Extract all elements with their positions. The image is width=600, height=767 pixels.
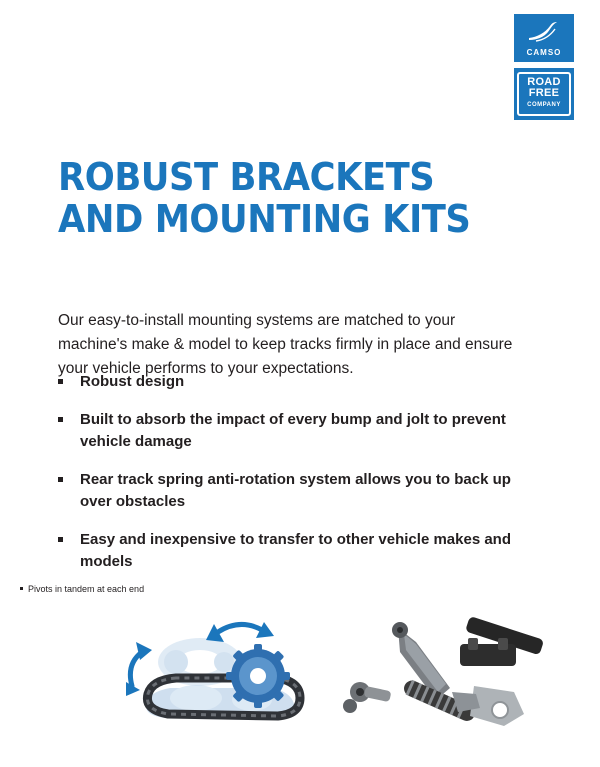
- bullet-square-icon: [58, 417, 63, 422]
- camso-wordmark: CAMSO: [526, 48, 562, 57]
- feature-bullet-list: [58, 371, 528, 589]
- brand-logo-block: [514, 14, 574, 120]
- camso-swoosh-icon: [527, 20, 561, 42]
- list-item: [58, 529, 528, 573]
- road-free-line1: ROAD: [527, 76, 561, 88]
- list-item: [58, 409, 528, 453]
- list-item-label: Built to absorb the impact of every bump and jolt to prevent vehicle damage: [80, 411, 506, 450]
- sprocket-wheel-icon: [226, 644, 290, 708]
- footnote-label: Pivots in tandem at each end: [28, 584, 145, 594]
- list-item-label: Robust design: [80, 373, 185, 390]
- footnote-bullet-icon: [20, 587, 23, 590]
- page-title-line-2: AND MOUNTING KITS: [58, 197, 471, 242]
- footnote: [20, 583, 144, 595]
- mounting-bracket-hardware-photo: [343, 616, 544, 726]
- clevis-bolt-part: [343, 682, 391, 713]
- bullet-square-icon: [58, 477, 63, 482]
- bracket-bar-part: [460, 616, 544, 666]
- list-item-label: Rear track spring anti-rotation system allows you to back up over obstacles: [80, 471, 511, 510]
- road-free-line3: COMPANY: [527, 102, 561, 108]
- product-illustration-group: [0, 600, 600, 750]
- road-free-line2: FREE: [528, 87, 560, 99]
- page-title: [58, 156, 504, 240]
- bullet-square-icon: [58, 379, 63, 384]
- page-title-line-1: ROBUST BRACKETS: [58, 155, 435, 200]
- track-and-sprocket-diagram: [126, 622, 300, 718]
- road-free-company-logo: [514, 68, 574, 120]
- bullet-square-icon: [58, 537, 63, 542]
- list-item: [58, 371, 528, 393]
- intro-paragraph: Our easy-to-install mounting systems are matched to your machine's make & model to keep tracks firmly in place and ensure your vehicle performs to your expectations.: [58, 311, 513, 377]
- list-item-label: Easy and inexpensive to transfer to other vehicle makes and models: [80, 531, 511, 570]
- list-item: [58, 469, 528, 513]
- flat-plate-part: [452, 686, 524, 726]
- road-free-inner-frame: [517, 72, 571, 116]
- camso-logo: [514, 14, 574, 62]
